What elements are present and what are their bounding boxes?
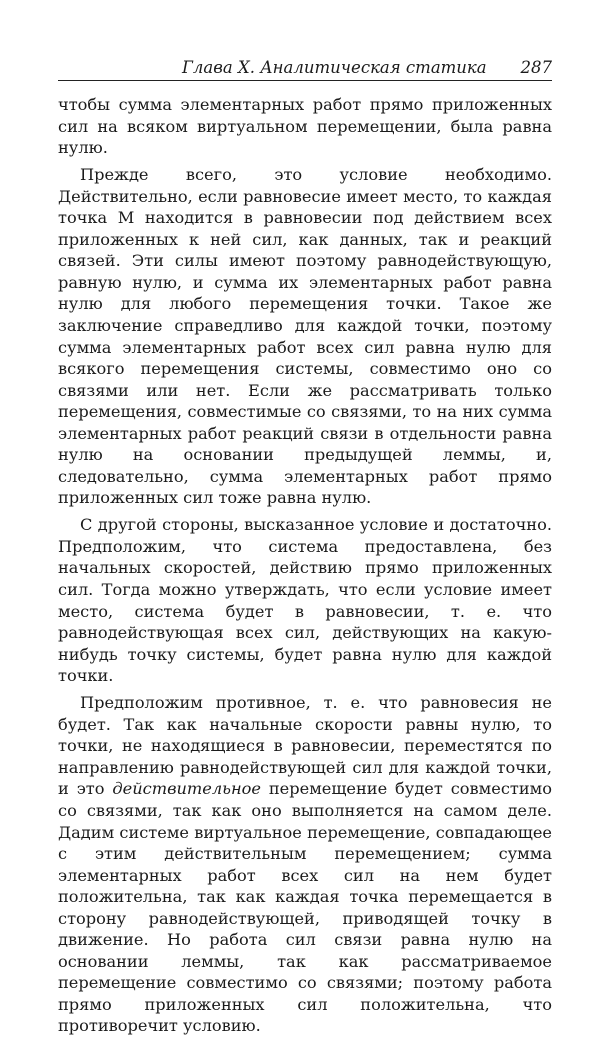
paragraph-contradiction	[58, 692, 552, 1037]
italic-word-actual: действительное	[112, 779, 261, 799]
paragraph-contradiction-part-1: Предположим противное, т. е. что равновесия не будет. Так как начальные скорости равны нулю, то точки, не находящиеся в равновесии, переместятся по направлению равнодействующей сил для каждой точки, и это	[58, 693, 552, 799]
book-page	[58, 58, 552, 1043]
running-header	[58, 58, 552, 81]
paragraph-sufficiency: С другой стороны, высказанное условие и достаточно. Предположим, что система предоставлена, без начальных скоростей, действию прямо приложенных сил. Тогда можно утверждать, что если условие имеет место, система будет в равновесии, т. е. что равнодействующая всех сил, действующих на какую-нибудь точку системы, будет равна нулю для каждой точки.	[58, 515, 552, 686]
page-number: 287	[520, 58, 552, 77]
paragraph-continuation: чтобы сумма элементарных работ прямо приложенных сил на всяком виртуальном перемещении, была равна нулю.	[58, 95, 552, 158]
chapter-title: Глава X. Аналитическая статика	[182, 58, 487, 77]
paragraph-contradiction-part-2: перемещение будет совместимо со связями, так как оно выполняется на самом деле. Дадим системе виртуальное перемещение, совпадающее с этим действительным перемещением; сумма элементарных работ всех сил на нем будет положительна, так как каждая точка перемещается в сторону равнодействующей, приводящей точку в движение. Но работа сил связи равна нулю на основании леммы, так как рассматриваемое перемещение совместимо со связями; поэтому работа прямо приложенных сил положительна, что противоречит условию.	[58, 779, 552, 1036]
paragraph-necessity: Прежде всего, это условие необходимо. Действительно, если равновесие имеет место, то каждая точка M находится в равновесии под действием всех приложенных к ней сил, как данных, так и реакций связей. Эти силы имеют поэтому равнодействующую, равную нулю, и сумма их элементарных работ равна нулю для любого перемещения точки. Такое же заключение справедливо для каждой точки, поэтому сумма элементарных работ всех сил равна нулю для всякого перемещения системы, совместимо оно со связями или нет. Если же рассматривать только перемещения, совместимые со связями, то на них сумма элементарных работ реакций связи в отдельности равна нулю на основании предыдущей леммы, и, следовательно, сумма элементарных работ прямо приложенных сил тоже равна нулю.	[58, 165, 552, 508]
body-text	[58, 94, 552, 1037]
